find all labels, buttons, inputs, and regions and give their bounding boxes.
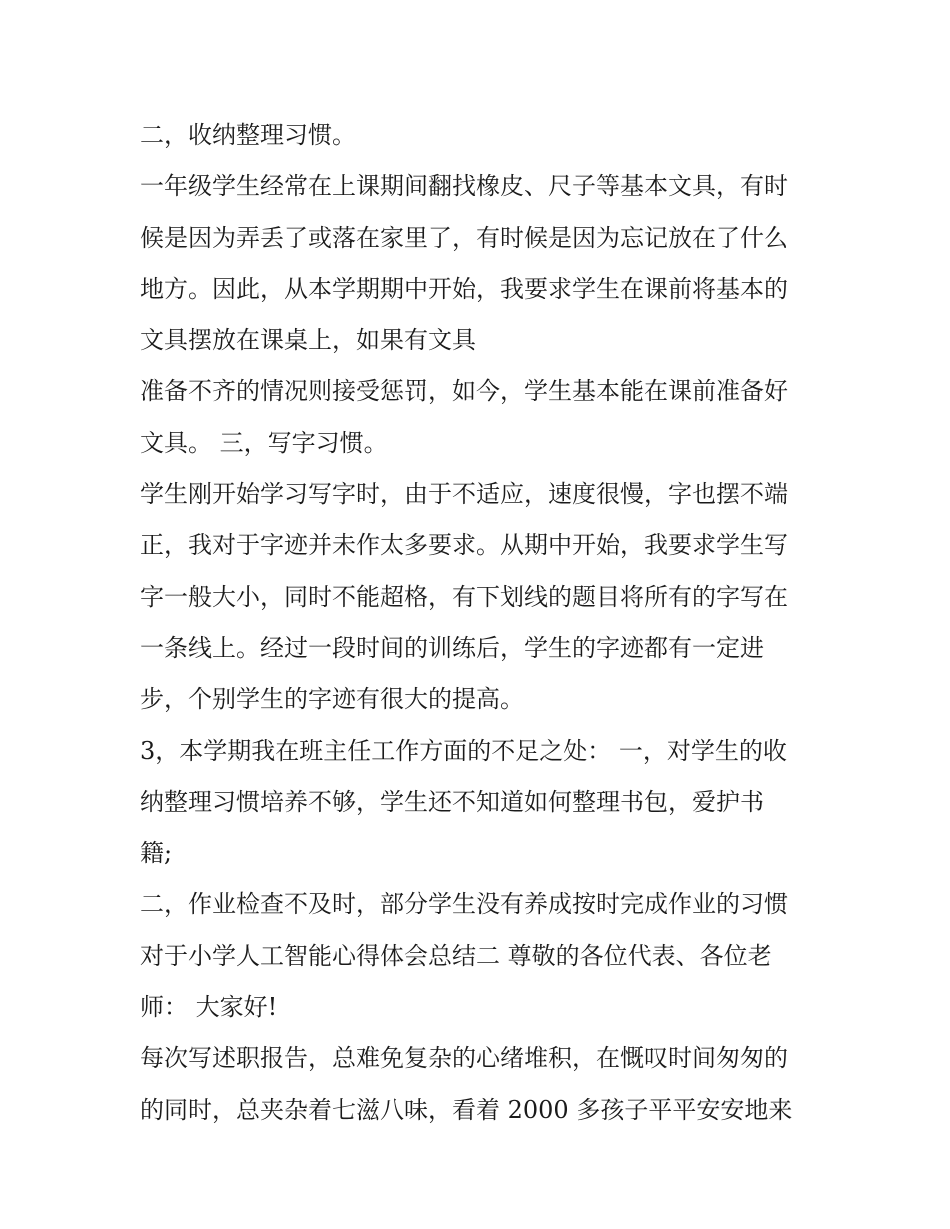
- text-line-15: 籍;: [140, 839, 173, 868]
- text-line-14: 纳整理习惯培养不够，学生还不知道如何整理书包，爱护书: [140, 787, 764, 816]
- text-line-9: 正，我对于字迹并未作太多要求。从期中开始，我要求学生写: [140, 531, 788, 560]
- text-line-4: 地方。因此，从本学期期中开始，我要求学生在课前将基本的: [140, 274, 788, 303]
- text-line-10: 字一般大小，同时不能超格，有下划线的题目将所有的字写在: [140, 582, 788, 611]
- text-line-12: 步，个别学生的字迹有很大的提高。: [140, 685, 524, 714]
- text-line-3: 候是因为弄丢了或落在家里了，有时候是因为忘记放在了什么: [140, 223, 788, 252]
- text-line-11: 一条线上。经过一段时间的训练后，学生的字迹都有一定进: [140, 633, 764, 662]
- text-line-5: 文具摆放在课桌上，如果有文具: [140, 326, 476, 355]
- document-body: [140, 110, 820, 1136]
- text-line-16: 二，作业检查不及时，部分学生没有养成按时完成作业的习惯: [140, 890, 788, 919]
- text-line-8: 学生刚开始学习写字时，由于不适应，速度很慢，字也摆不端: [140, 480, 788, 509]
- text-line-7: 文具。 三，写字习惯。: [140, 428, 388, 457]
- text-line-2: 一年级学生经常在上课期间翻找橡皮、尺子等基本文具，有时: [140, 172, 788, 201]
- text-line-13: 3，本学期我在班主任工作方面的不足之处： 一，对学生的收: [140, 736, 787, 765]
- text-line-1: 二，收纳整理习惯。: [140, 121, 356, 149]
- text-line-19: 每次写述职报告，总难免复杂的心绪堆积，在慨叹时间匆匆的: [140, 1044, 788, 1073]
- text-line-18: 师： 大家好!: [140, 993, 278, 1022]
- text-line-17: 对于小学人工智能心得体会总结二 尊敬的各位代表、各位老: [140, 941, 772, 970]
- text-line-6: 准备不齐的情况则接受惩罚，如今，学生基本能在课前准备好: [140, 377, 788, 406]
- text-line-20: 的同时，总夹杂着七滋八味，看着 2000 多孩子平平安安地来: [140, 1095, 793, 1124]
